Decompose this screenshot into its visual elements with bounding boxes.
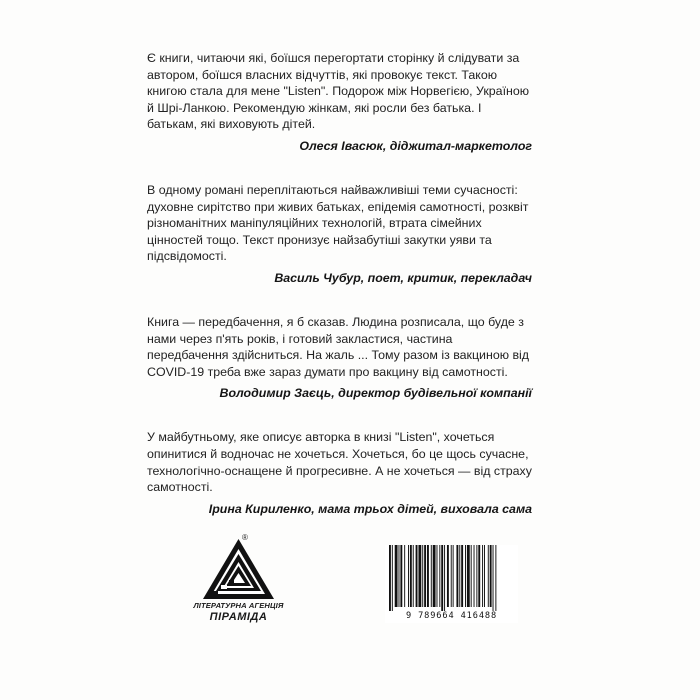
barcode-bar bbox=[461, 545, 463, 607]
barcode-bar bbox=[431, 545, 432, 607]
barcode-bar bbox=[400, 545, 402, 607]
isbn-barcode bbox=[385, 545, 518, 623]
review-text: У майбутньому, яке описує авторка в книзі "Listen", хочеться опинитися й водночас не хочеться. Хочеться, бо це щось сучасне, технологічно-оснащене й прогресивне. А не хочеться — від страху самотності. bbox=[147, 430, 532, 495]
barcode-bar bbox=[488, 545, 489, 607]
barcode-bar bbox=[444, 545, 445, 611]
barcode-bar bbox=[422, 545, 423, 607]
barcode-bar bbox=[389, 545, 391, 611]
publisher-line-1: ЛІТЕРАТУРНА АГЕНЦІЯ bbox=[193, 601, 284, 610]
barcode-bar bbox=[441, 545, 443, 611]
barcode-bar bbox=[439, 545, 440, 607]
publisher-logo bbox=[186, 533, 291, 632]
review-author: Василь Чубур, поет, критик, перекладач bbox=[274, 270, 532, 285]
barcode-bar bbox=[447, 545, 449, 607]
publisher-name: ПІРАМІДА bbox=[209, 611, 268, 623]
reviews-section bbox=[147, 50, 532, 545]
barcode-bar bbox=[437, 545, 438, 607]
barcode-bar bbox=[474, 545, 475, 607]
barcode-bar bbox=[493, 545, 494, 611]
barcode-bar bbox=[459, 545, 460, 607]
barcode-bar bbox=[478, 545, 480, 607]
barcode-bar bbox=[413, 545, 414, 607]
barcode-bar bbox=[418, 545, 421, 607]
review-text: В одному романі переплітаються найважливіші теми сучасності: духовне сирітство при живих батьках, епідемія самотності, розквіт різноманітних маніпуляційних технологій, втрата сімейних цінностей тощо. Текст пронизує найзабутіші закутки уяви та підсвідомості. bbox=[147, 182, 529, 264]
barcode-bar bbox=[471, 545, 472, 607]
review-author: Володимир Заєць, директор будівельної компанії bbox=[219, 386, 532, 401]
triangle-spiral-logo-icon bbox=[201, 537, 276, 601]
registered-mark: ® bbox=[242, 533, 248, 542]
review-text: Є книги, читаючи які, боїшся перегортати сторінку й слідувати за автором, боїшся власних відчуттів, які провокує текст. Такою книгою стала для мене "Listen". Подорож між Норвегією, Україною й Шрі-Ланкою. Рекомендую жінкам, які росли без батька. І батькам, які виховують дітей. bbox=[147, 51, 530, 132]
barcode-bar bbox=[467, 545, 470, 607]
barcode-bar bbox=[404, 545, 405, 607]
barcode-bar bbox=[451, 545, 452, 607]
barcode-bar bbox=[490, 545, 492, 607]
review-2 bbox=[147, 182, 532, 286]
barcode-bar bbox=[408, 545, 409, 607]
barcode-bar bbox=[395, 545, 398, 607]
barcode-bar bbox=[416, 545, 418, 607]
barcode-bar bbox=[427, 545, 429, 607]
barcode-bar bbox=[399, 545, 400, 607]
barcode-number: 9 789664 416488 bbox=[405, 611, 498, 621]
barcode-bar bbox=[453, 545, 454, 607]
review-text: Книга — передбачення, я б сказав. Людина розписала, що буде з нами через п'ять років, і готовий закластися, частина передбачення здійсниться. На жаль ... Тому разом із вакциною від COVID-19 треба вже зараз думати про вакцину від самотності. bbox=[147, 314, 530, 379]
barcode-bar bbox=[410, 545, 412, 607]
barcode-bar bbox=[484, 545, 485, 607]
barcode-bar bbox=[392, 545, 393, 611]
review-3 bbox=[147, 314, 532, 401]
review-author: Ірина Кириленко, мама трьох дітей, виховала сама bbox=[208, 501, 532, 516]
barcode-bar bbox=[433, 545, 436, 607]
barcode-bar bbox=[465, 545, 466, 607]
barcode-bar bbox=[456, 545, 458, 607]
barcode-bar bbox=[482, 545, 483, 607]
barcode-bar bbox=[476, 545, 477, 607]
barcode-bar bbox=[495, 545, 496, 611]
barcode-bars bbox=[385, 545, 518, 611]
barcode-bar bbox=[424, 545, 426, 607]
review-1 bbox=[147, 50, 532, 154]
review-author: Олеся Івасюк, діджитал-маркетолог bbox=[299, 138, 532, 153]
review-4 bbox=[147, 429, 532, 516]
